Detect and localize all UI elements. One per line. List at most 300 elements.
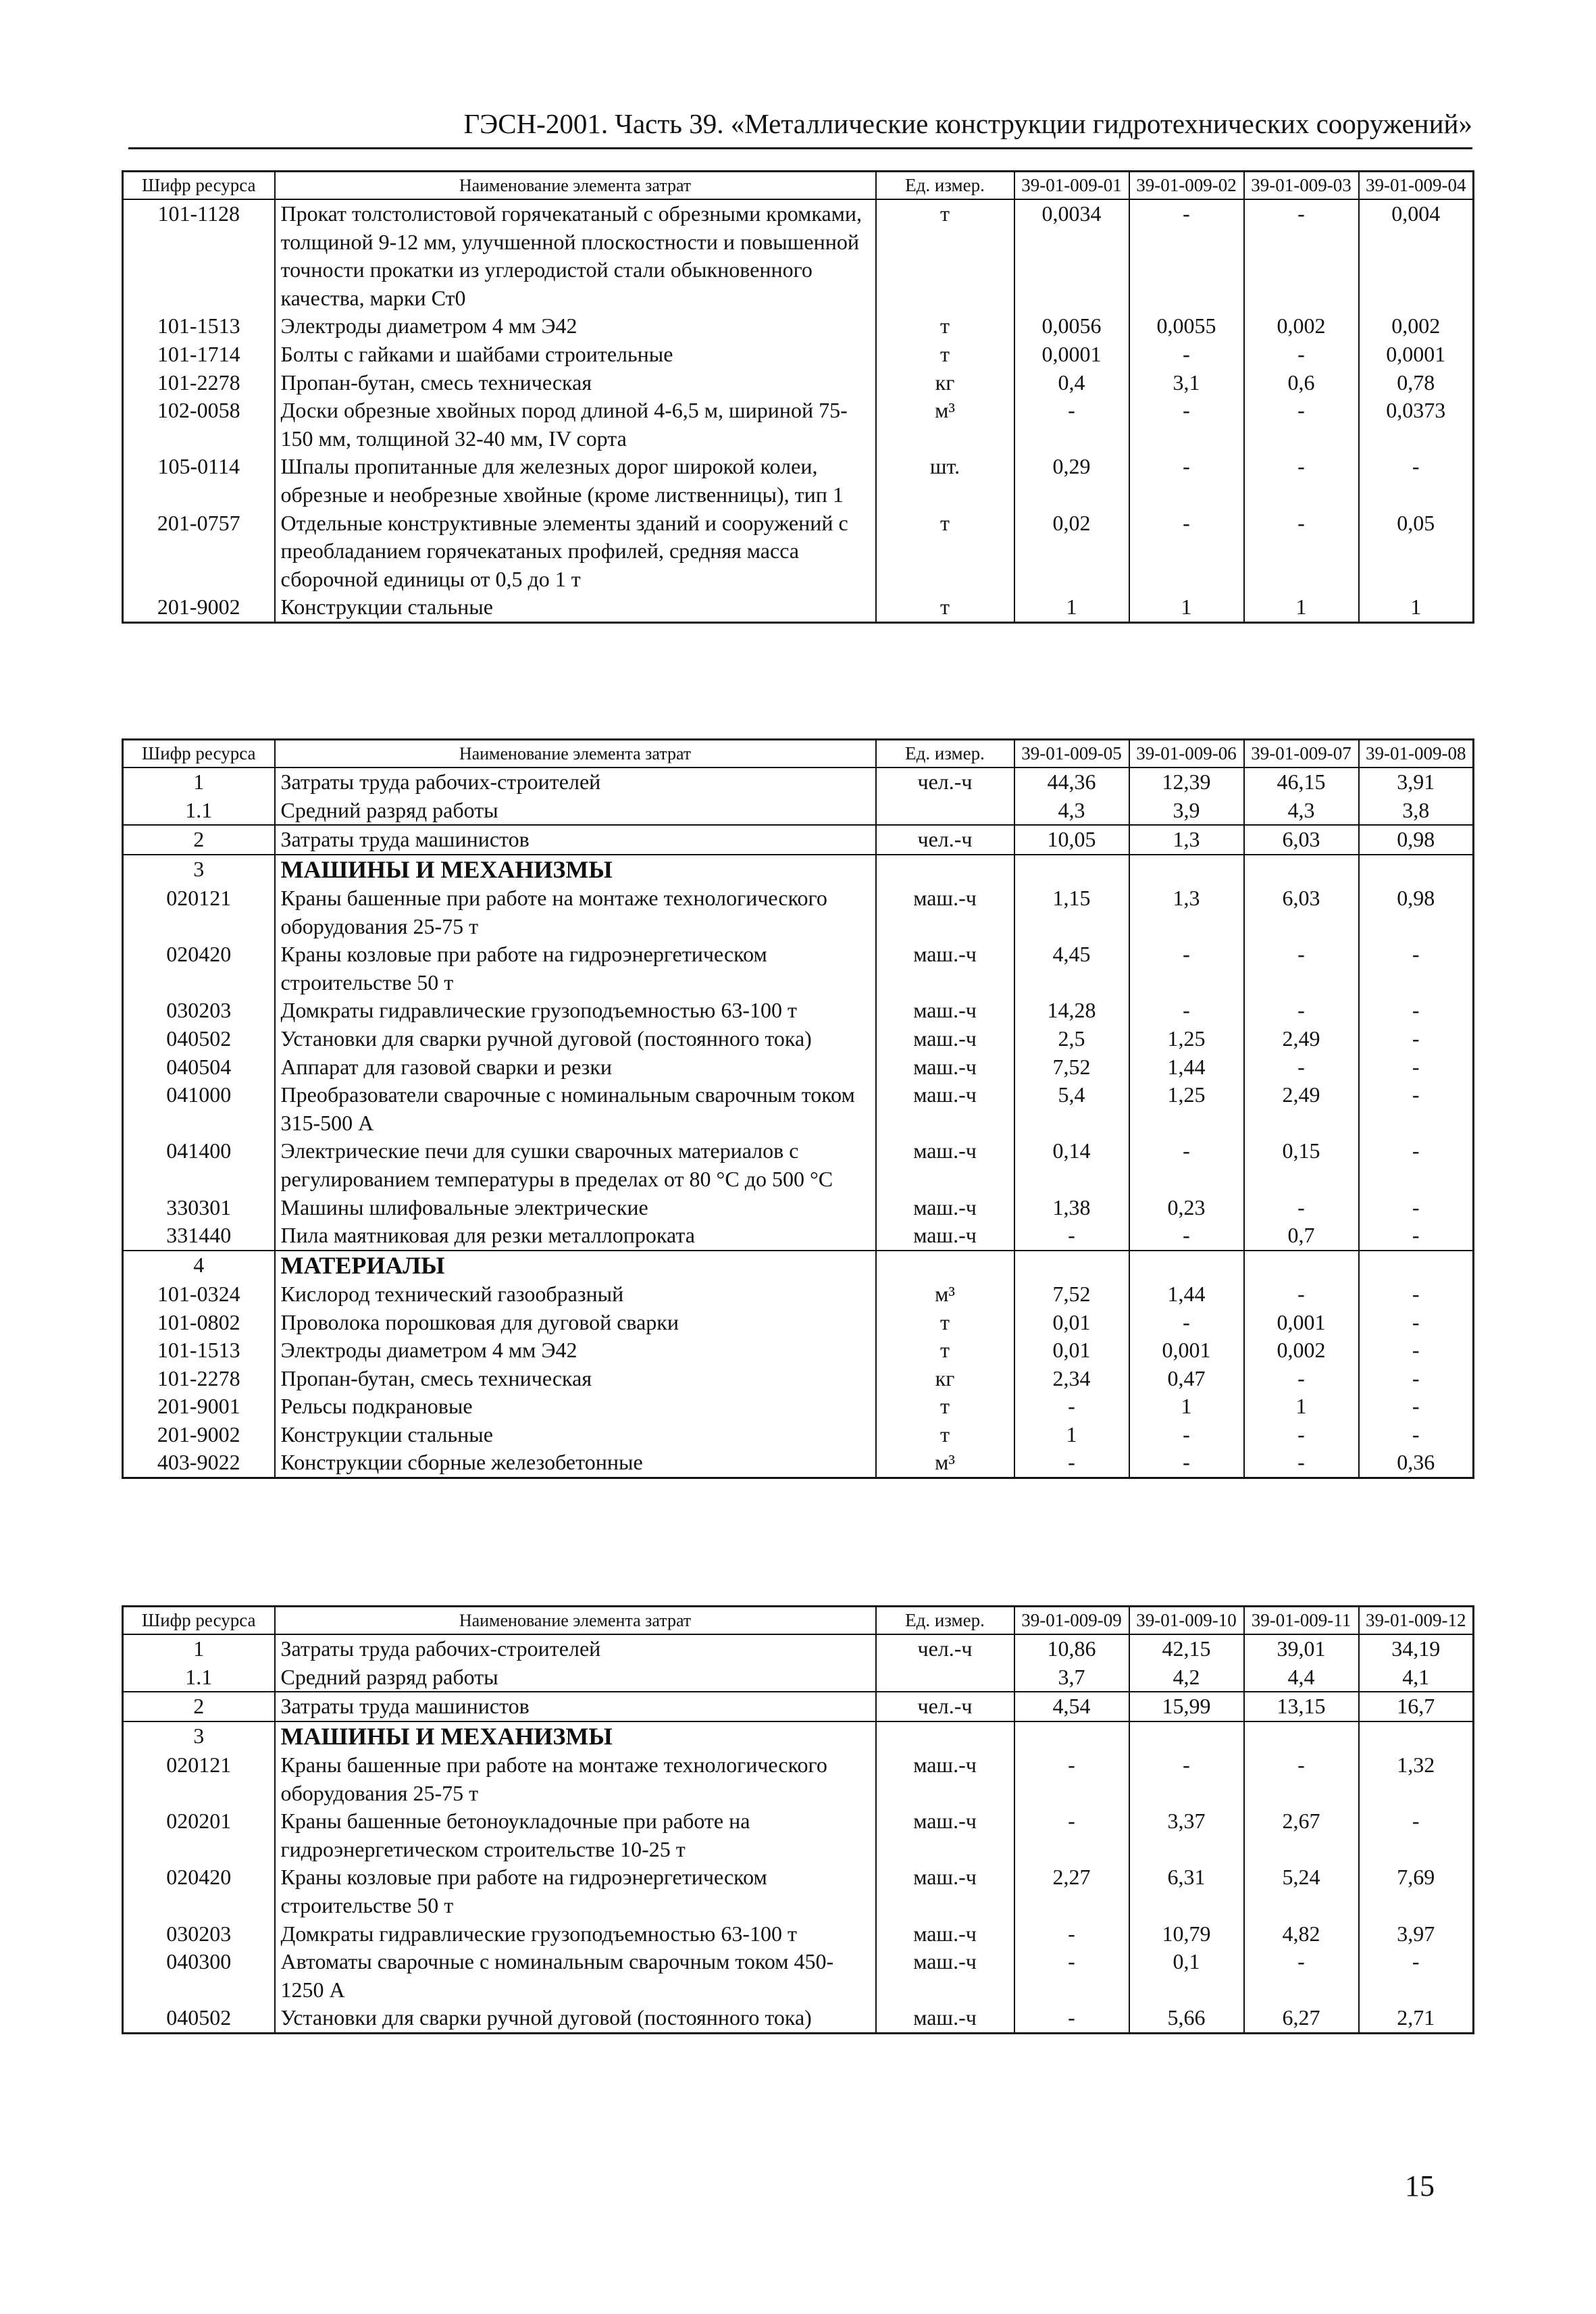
row-value-1: 14,28 [1014, 997, 1129, 1025]
row-value-3 [1244, 1251, 1359, 1280]
row-code: 102-0058 [123, 397, 275, 453]
row-name: Пила маятниковая для резки металлопроката [275, 1222, 876, 1251]
header-code: Шифр ресурса [123, 172, 275, 200]
row-value-2: 12,39 [1129, 768, 1244, 797]
row-value-3: - [1244, 397, 1359, 453]
table-row [123, 1421, 1474, 1449]
table-row [123, 1863, 1474, 1919]
row-code: 2 [123, 1692, 275, 1721]
row-code: 101-1513 [123, 1336, 275, 1365]
row-value-3: 0,6 [1244, 369, 1359, 397]
row-name: Домкраты гидравлические грузоподъемностью 63-100 т [275, 1920, 876, 1948]
row-value-1: 0,0056 [1014, 312, 1129, 341]
header-unit: Ед. измер. [876, 1607, 1014, 1635]
row-value-1: 4,3 [1014, 797, 1129, 826]
row-code: 101-0802 [123, 1309, 275, 1337]
row-value-4: - [1359, 1280, 1474, 1309]
row-code: 101-2278 [123, 369, 275, 397]
row-name: МАТЕРИАЛЫ [275, 1251, 876, 1280]
row-value-1: 10,86 [1014, 1634, 1129, 1663]
row-name: Болты с гайками и шайбами строительные [275, 341, 876, 369]
row-code: 330301 [123, 1194, 275, 1222]
row-code: 201-9002 [123, 1421, 275, 1449]
row-value-4: - [1359, 1365, 1474, 1393]
table-row [123, 2004, 1474, 2033]
row-code: 1 [123, 1634, 275, 1663]
row-code: 020121 [123, 884, 275, 940]
table-row [123, 199, 1474, 312]
row-value-4: - [1359, 1807, 1474, 1863]
table-row [123, 1053, 1474, 1082]
table-row [123, 1807, 1474, 1863]
row-value-3: 6,03 [1244, 884, 1359, 940]
row-value-1: 2,27 [1014, 1863, 1129, 1919]
row-value-1 [1014, 855, 1129, 884]
resource-table-3 [122, 1605, 1474, 2034]
row-value-3: 0,002 [1244, 312, 1359, 341]
row-unit: кг [876, 1365, 1014, 1393]
row-code: 2 [123, 825, 275, 855]
row-value-3: 39,01 [1244, 1634, 1359, 1663]
row-unit: маш.-ч [876, 1751, 1014, 1807]
row-value-2: - [1129, 1137, 1244, 1193]
row-value-1: 0,0034 [1014, 199, 1129, 312]
header-rule [128, 147, 1472, 149]
row-value-1: 44,36 [1014, 768, 1129, 797]
row-value-1: 4,45 [1014, 940, 1129, 997]
row-value-1: - [1014, 1392, 1129, 1421]
row-name: Конструкции стальные [275, 593, 876, 622]
row-value-1: 0,01 [1014, 1309, 1129, 1337]
header-col-2: 39-01-009-10 [1129, 1607, 1244, 1635]
row-unit: чел.-ч [876, 1692, 1014, 1721]
row-code: 1.1 [123, 1663, 275, 1692]
row-value-3: - [1244, 1365, 1359, 1393]
row-value-2: - [1129, 1421, 1244, 1449]
row-value-2: - [1129, 199, 1244, 312]
row-unit: маш.-ч [876, 884, 1014, 940]
row-name: Домкраты гидравлические грузоподъемностью 63-100 т [275, 997, 876, 1025]
row-value-2: - [1129, 1222, 1244, 1251]
table-header-row [123, 1607, 1474, 1635]
table-row [123, 940, 1474, 997]
row-name: Проволока порошковая для дуговой сварки [275, 1309, 876, 1337]
row-code: 040300 [123, 1948, 275, 2004]
row-value-1: 0,0001 [1014, 341, 1129, 369]
row-value-1: - [1014, 1751, 1129, 1807]
row-code: 040502 [123, 2004, 275, 2033]
row-name: МАШИНЫ И МЕХАНИЗМЫ [275, 855, 876, 884]
row-unit: маш.-ч [876, 1053, 1014, 1082]
row-value-4: - [1359, 1392, 1474, 1421]
row-value-4: 0,002 [1359, 312, 1474, 341]
row-value-3: 4,3 [1244, 797, 1359, 826]
row-name: Затраты труда рабочих-строителей [275, 768, 876, 797]
header-name: Наименование элемента затрат [275, 740, 876, 768]
row-value-2: 3,1 [1129, 369, 1244, 397]
header-col-2: 39-01-009-06 [1129, 740, 1244, 768]
row-value-4: 1,32 [1359, 1751, 1474, 1807]
row-value-2: - [1129, 1449, 1244, 1478]
row-value-1: 7,52 [1014, 1053, 1129, 1082]
table-row [123, 1309, 1474, 1337]
row-value-3: 6,27 [1244, 2004, 1359, 2033]
row-code: 020121 [123, 1751, 275, 1807]
row-name: Краны козловые при работе на гидроэнергетическом строительстве 50 т [275, 1863, 876, 1919]
table-row [123, 1280, 1474, 1309]
row-code: 201-9002 [123, 593, 275, 622]
table-row [123, 1251, 1474, 1280]
row-name: Затраты труда машинистов [275, 1692, 876, 1721]
row-value-3: 4,4 [1244, 1663, 1359, 1692]
row-value-2: - [1129, 940, 1244, 997]
row-value-3: 46,15 [1244, 768, 1359, 797]
row-value-3: 0,002 [1244, 1336, 1359, 1365]
row-code: 331440 [123, 1222, 275, 1251]
row-value-4: 34,19 [1359, 1634, 1474, 1663]
header-col-3: 39-01-009-03 [1244, 172, 1359, 200]
row-name: Средний разряд работы [275, 1663, 876, 1692]
header-col-4: 39-01-009-04 [1359, 172, 1474, 200]
row-value-4: - [1359, 453, 1474, 509]
row-value-1: 5,4 [1014, 1081, 1129, 1137]
row-unit: маш.-ч [876, 1025, 1014, 1053]
row-code: 105-0114 [123, 453, 275, 509]
row-value-2: 1 [1129, 593, 1244, 622]
row-value-3: 0,15 [1244, 1137, 1359, 1193]
row-value-3 [1244, 855, 1359, 884]
row-value-1 [1014, 1721, 1129, 1751]
row-name: Преобразователи сварочные с номинальным сварочным током 315-500 А [275, 1081, 876, 1137]
row-value-1: - [1014, 2004, 1129, 2033]
table-row [123, 997, 1474, 1025]
row-value-2: 0,0055 [1129, 312, 1244, 341]
row-value-4: - [1359, 1194, 1474, 1222]
row-unit: маш.-ч [876, 1863, 1014, 1919]
row-unit: т [876, 1336, 1014, 1365]
row-value-4: 3,91 [1359, 768, 1474, 797]
row-value-4: 0,78 [1359, 369, 1474, 397]
header-col-3: 39-01-009-11 [1244, 1607, 1359, 1635]
table-row [123, 884, 1474, 940]
row-value-4: - [1359, 940, 1474, 997]
row-name: Установки для сварки ручной дуговой (постоянного тока) [275, 2004, 876, 2033]
row-code: 030203 [123, 997, 275, 1025]
row-value-1: 0,14 [1014, 1137, 1129, 1193]
header-col-4: 39-01-009-08 [1359, 740, 1474, 768]
row-name: Пропан-бутан, смесь техническая [275, 369, 876, 397]
row-value-3: 2,49 [1244, 1081, 1359, 1137]
row-value-1: - [1014, 397, 1129, 453]
row-unit [876, 1663, 1014, 1692]
row-name: Средний разряд работы [275, 797, 876, 826]
row-name: Пропан-бутан, смесь техническая [275, 1365, 876, 1393]
row-code: 020420 [123, 1863, 275, 1919]
row-unit: кг [876, 369, 1014, 397]
row-value-1: - [1014, 1920, 1129, 1948]
row-value-3: - [1244, 940, 1359, 997]
row-name: Аппарат для газовой сварки и резки [275, 1053, 876, 1082]
table-row [123, 1634, 1474, 1663]
row-unit: маш.-ч [876, 2004, 1014, 2033]
row-unit: т [876, 341, 1014, 369]
row-value-4: 0,98 [1359, 884, 1474, 940]
row-code: 1 [123, 768, 275, 797]
row-value-3: 13,15 [1244, 1692, 1359, 1721]
row-unit: т [876, 199, 1014, 312]
row-code: 041400 [123, 1137, 275, 1193]
row-name: Отдельные конструктивные элементы зданий и сооружений с преобладанием горячекатаных профилей, средняя масса сборочной единицы от 0,5 до 1 т [275, 509, 876, 594]
row-name: Краны башенные при работе на монтаже технологического оборудования 25-75 т [275, 1751, 876, 1807]
row-value-1: - [1014, 1807, 1129, 1863]
row-value-2: 4,2 [1129, 1663, 1244, 1692]
row-value-1 [1014, 1251, 1129, 1280]
header-unit: Ед. измер. [876, 172, 1014, 200]
row-value-3: 0,001 [1244, 1309, 1359, 1337]
row-code: 4 [123, 1251, 275, 1280]
row-code: 040502 [123, 1025, 275, 1053]
table-row [123, 1222, 1474, 1251]
row-value-3: 5,24 [1244, 1863, 1359, 1919]
row-unit [876, 1251, 1014, 1280]
row-value-1: 3,7 [1014, 1663, 1129, 1692]
row-value-4: - [1359, 1948, 1474, 2004]
row-value-1: 1 [1014, 593, 1129, 622]
row-value-1: - [1014, 1222, 1129, 1251]
row-value-1: 7,52 [1014, 1280, 1129, 1309]
row-value-4: 0,0001 [1359, 341, 1474, 369]
row-value-2: 0,23 [1129, 1194, 1244, 1222]
header-name: Наименование элемента затрат [275, 172, 876, 200]
row-value-2 [1129, 1721, 1244, 1751]
row-unit: чел.-ч [876, 768, 1014, 797]
row-value-3: - [1244, 997, 1359, 1025]
row-value-2: 10,79 [1129, 1920, 1244, 1948]
row-value-3: - [1244, 1449, 1359, 1478]
row-value-1: 0,02 [1014, 509, 1129, 594]
row-value-1: 0,4 [1014, 369, 1129, 397]
row-value-3: 4,82 [1244, 1920, 1359, 1948]
row-unit: м³ [876, 1449, 1014, 1478]
row-code: 201-9001 [123, 1392, 275, 1421]
row-value-2: - [1129, 397, 1244, 453]
row-value-4: 3,97 [1359, 1920, 1474, 1948]
row-value-3: - [1244, 1421, 1359, 1449]
row-unit: маш.-ч [876, 1807, 1014, 1863]
row-value-2: - [1129, 509, 1244, 594]
row-unit [876, 797, 1014, 826]
page-header: ГЭСН-2001. Часть 39. «Металлические конструкции гидротехнических сооружений» [463, 108, 1472, 139]
table-row [123, 1948, 1474, 2004]
row-value-3: - [1244, 1751, 1359, 1807]
row-unit: маш.-ч [876, 1948, 1014, 2004]
row-unit [876, 1721, 1014, 1751]
row-value-4: 1 [1359, 593, 1474, 622]
table-row [123, 312, 1474, 341]
header-code: Шифр ресурса [123, 1607, 275, 1635]
row-value-4 [1359, 855, 1474, 884]
row-unit: шт. [876, 453, 1014, 509]
row-unit: т [876, 312, 1014, 341]
table-row [123, 1449, 1474, 1478]
row-value-3: 1 [1244, 593, 1359, 622]
row-value-1: - [1014, 1948, 1129, 2004]
table-row [123, 397, 1474, 453]
row-name: Прокат толстолистовой горячекатаный с обрезными кромками, толщиной 9-12 мм, улучшенной плоскостности и повышенной точности прокатки из углеродистой стали обыкновенного качества, марки Ст0 [275, 199, 876, 312]
row-unit: т [876, 1309, 1014, 1337]
row-value-3 [1244, 1721, 1359, 1751]
row-unit: чел.-ч [876, 825, 1014, 855]
row-value-3: 1 [1244, 1392, 1359, 1421]
row-value-4: - [1359, 1137, 1474, 1193]
row-name: Электрические печи для сушки сварочных материалов с регулированием температуры в пределах от 80 °С до 500 °С [275, 1137, 876, 1193]
table-row [123, 453, 1474, 509]
row-value-4: 0,36 [1359, 1449, 1474, 1478]
header-col-1: 39-01-009-01 [1014, 172, 1129, 200]
table-row [123, 855, 1474, 884]
row-unit: т [876, 1392, 1014, 1421]
row-value-2: 5,66 [1129, 2004, 1244, 2033]
row-value-3: - [1244, 1280, 1359, 1309]
table-row [123, 341, 1474, 369]
table-row [123, 1336, 1474, 1365]
row-code: 101-1128 [123, 199, 275, 312]
row-value-4: 3,8 [1359, 797, 1474, 826]
table-row [123, 369, 1474, 397]
row-value-4: - [1359, 1081, 1474, 1137]
table-row [123, 1081, 1474, 1137]
row-code: 101-2278 [123, 1365, 275, 1393]
row-unit: маш.-ч [876, 997, 1014, 1025]
row-name: Затраты труда рабочих-строителей [275, 1634, 876, 1663]
row-value-4: 7,69 [1359, 1863, 1474, 1919]
row-value-2: 1,3 [1129, 884, 1244, 940]
row-value-3: - [1244, 509, 1359, 594]
row-unit: т [876, 509, 1014, 594]
header-col-1: 39-01-009-09 [1014, 1607, 1129, 1635]
row-value-2: 0,001 [1129, 1336, 1244, 1365]
table-row [123, 1365, 1474, 1393]
row-value-1: 2,34 [1014, 1365, 1129, 1393]
row-value-4 [1359, 1251, 1474, 1280]
row-name: Установки для сварки ручной дуговой (постоянного тока) [275, 1025, 876, 1053]
row-unit: м³ [876, 1280, 1014, 1309]
table-row [123, 1194, 1474, 1222]
row-value-3: - [1244, 1053, 1359, 1082]
row-unit: маш.-ч [876, 1081, 1014, 1137]
row-name: Краны башенные бетоноукладочные при работе на гидроэнергетическом строительстве 10-25 т [275, 1807, 876, 1863]
table-header-row [123, 740, 1474, 768]
row-value-3: - [1244, 199, 1359, 312]
row-unit: маш.-ч [876, 1222, 1014, 1251]
row-value-2: 0,47 [1129, 1365, 1244, 1393]
row-value-2: 1,44 [1129, 1053, 1244, 1082]
row-name: Доски обрезные хвойных пород длиной 4-6,5 м, шириной 75-150 мм, толщиной 32-40 мм, IV сорта [275, 397, 876, 453]
row-name: Краны козловые при работе на гидроэнергетическом строительстве 50 т [275, 940, 876, 997]
row-value-2: 1,44 [1129, 1280, 1244, 1309]
row-value-4: 0,004 [1359, 199, 1474, 312]
row-name: Краны башенные при работе на монтаже технологического оборудования 25-75 т [275, 884, 876, 940]
table-row [123, 1751, 1474, 1807]
table-row [123, 509, 1474, 594]
row-unit: м³ [876, 397, 1014, 453]
row-value-2: 42,15 [1129, 1634, 1244, 1663]
row-code: 030203 [123, 1920, 275, 1948]
row-name: Затраты труда машинистов [275, 825, 876, 855]
row-value-2: - [1129, 1751, 1244, 1807]
row-code: 020201 [123, 1807, 275, 1863]
row-value-1: 4,54 [1014, 1692, 1129, 1721]
row-value-4: 16,7 [1359, 1692, 1474, 1721]
row-code: 3 [123, 855, 275, 884]
row-name: Конструкции сборные железобетонные [275, 1449, 876, 1478]
header-name: Наименование элемента затрат [275, 1607, 876, 1635]
row-unit: т [876, 1421, 1014, 1449]
row-value-4: - [1359, 997, 1474, 1025]
row-value-1: - [1014, 1449, 1129, 1478]
row-name: Шпалы пропитанные для железных дорог широкой колеи, обрезные и необрезные хвойные (кроме лиственницы), тип 1 [275, 453, 876, 509]
header-col-1: 39-01-009-05 [1014, 740, 1129, 768]
row-code: 403-9022 [123, 1449, 275, 1478]
table-row [123, 825, 1474, 855]
row-name: Автоматы сварочные с номинальным сварочным током 450-1250 А [275, 1948, 876, 2004]
row-value-2 [1129, 855, 1244, 884]
row-name: Рельсы подкрановые [275, 1392, 876, 1421]
page-number: 15 [1405, 2169, 1435, 2203]
resource-table-2 [122, 738, 1474, 1479]
row-value-4: - [1359, 1309, 1474, 1337]
row-value-1: 0,29 [1014, 453, 1129, 509]
row-value-2: 15,99 [1129, 1692, 1244, 1721]
table-row [123, 797, 1474, 826]
header-col-4: 39-01-009-12 [1359, 1607, 1474, 1635]
row-value-2: 1,25 [1129, 1025, 1244, 1053]
row-code: 1.1 [123, 797, 275, 826]
row-code: 101-1714 [123, 341, 275, 369]
table-row [123, 768, 1474, 797]
row-unit: маш.-ч [876, 1137, 1014, 1193]
row-value-2: 1,3 [1129, 825, 1244, 855]
row-value-1: 0,01 [1014, 1336, 1129, 1365]
row-name: Электроды диаметром 4 мм Э42 [275, 1336, 876, 1365]
row-unit: чел.-ч [876, 1634, 1014, 1663]
row-unit: маш.-ч [876, 940, 1014, 997]
row-value-3: 0,7 [1244, 1222, 1359, 1251]
row-code: 040504 [123, 1053, 275, 1082]
table-row [123, 1721, 1474, 1751]
row-value-4: - [1359, 1025, 1474, 1053]
table-row [123, 1392, 1474, 1421]
row-value-4: 0,05 [1359, 509, 1474, 594]
row-value-2 [1129, 1251, 1244, 1280]
row-value-4: - [1359, 1421, 1474, 1449]
resource-table-1 [122, 170, 1474, 624]
row-value-2: - [1129, 997, 1244, 1025]
row-code: 101-0324 [123, 1280, 275, 1309]
row-name: МАШИНЫ И МЕХАНИЗМЫ [275, 1721, 876, 1751]
row-unit: маш.-ч [876, 1194, 1014, 1222]
row-name: Электроды диаметром 4 мм Э42 [275, 312, 876, 341]
row-value-4: 0,98 [1359, 825, 1474, 855]
row-value-1: 1,38 [1014, 1194, 1129, 1222]
row-value-2: - [1129, 1309, 1244, 1337]
row-code: 041000 [123, 1081, 275, 1137]
row-value-4: 0,0373 [1359, 397, 1474, 453]
header-col-3: 39-01-009-07 [1244, 740, 1359, 768]
row-value-3: 2,49 [1244, 1025, 1359, 1053]
row-value-3: - [1244, 453, 1359, 509]
row-code: 101-1513 [123, 312, 275, 341]
